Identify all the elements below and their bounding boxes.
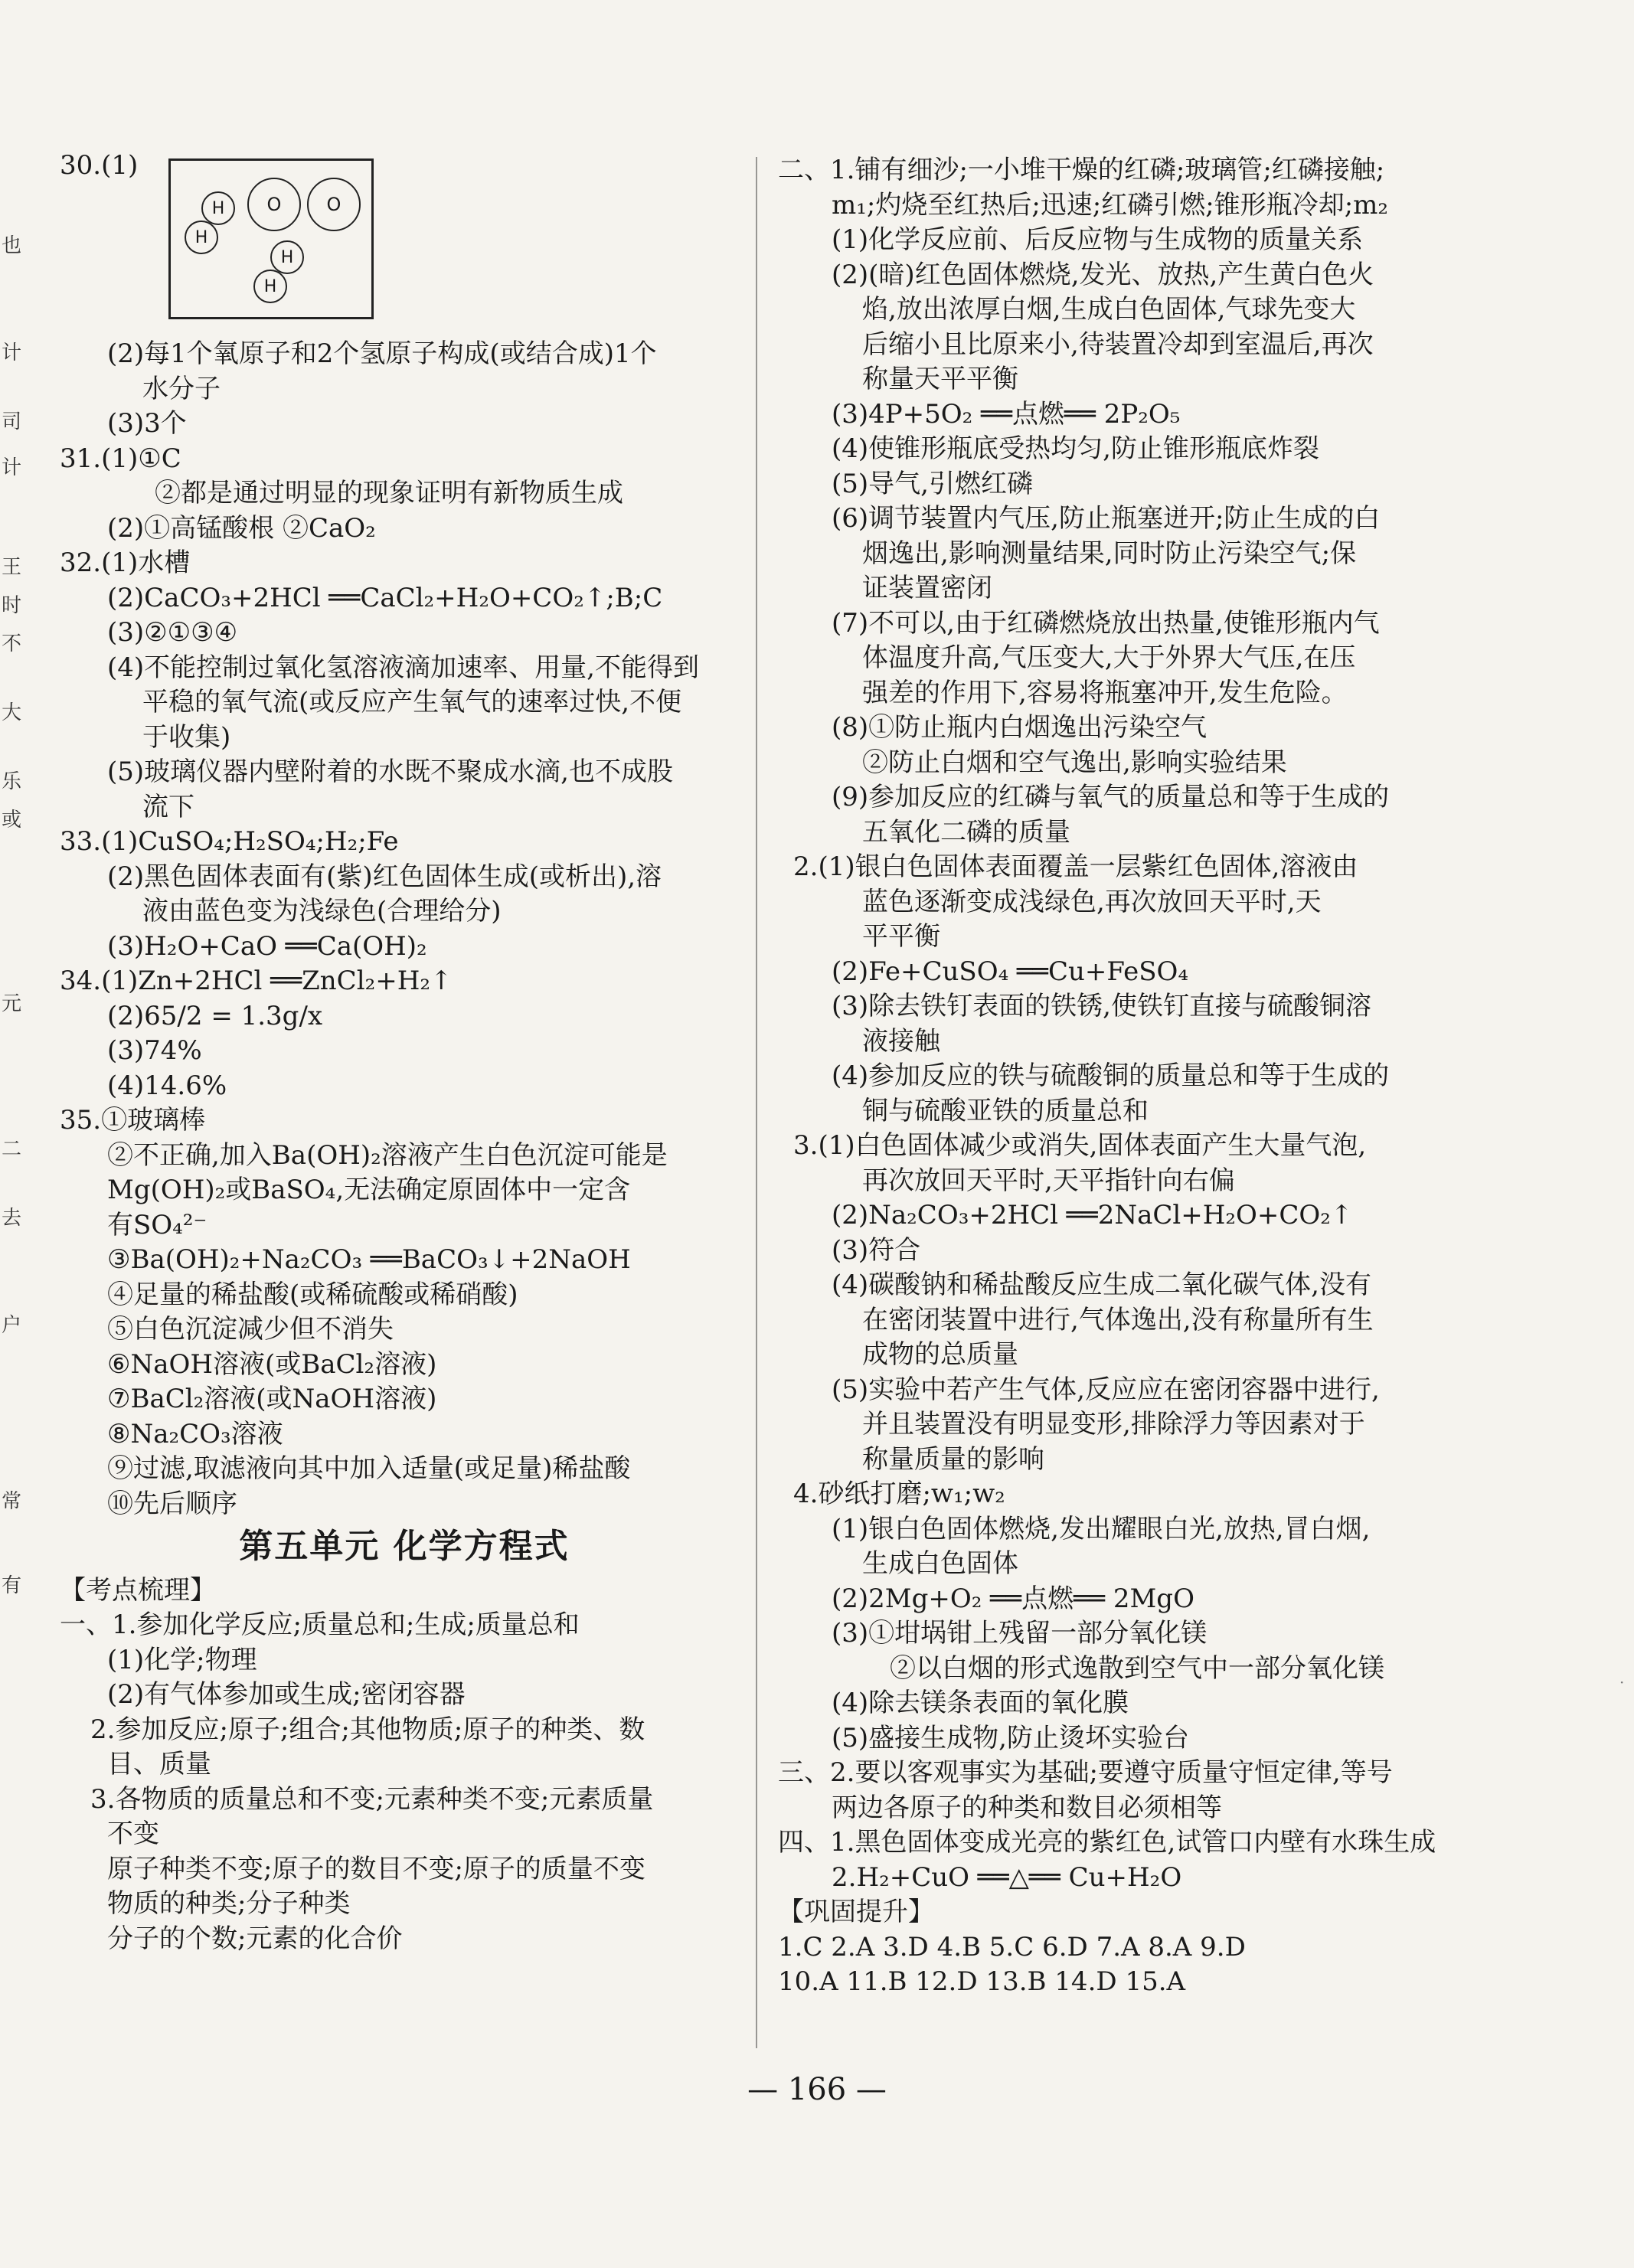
answer-line: 一、1.参加化学反应;质量总和;生成;质量总和 [60, 1609, 580, 1640]
answer-line: 平稳的氧气流(或反应产生氧气的速率过快,不便 [142, 687, 682, 717]
answer-line: 两边各原子的种类和数目必须相等 [832, 1792, 1222, 1823]
answer-line: (1)化学反应前、后反应物与生成物的质量关系 [832, 224, 1364, 255]
edge-dot: · [1619, 1673, 1625, 1691]
answer-line: m₁;灼烧至红热后;迅速;红磷引燃;锥形瓶冷却;m₂ [832, 189, 1389, 221]
answer-line: ⑨过滤,取滤液向其中加入适量(或足量)稀盐酸 [107, 1453, 631, 1484]
answer-line: (2)(暗)红色固体燃烧,发光、放热,产生黄白色火 [832, 259, 1374, 290]
answer-line: 再次放回天平时,天平指针向右偏 [862, 1165, 1235, 1196]
left-answer-list [60, 337, 749, 1521]
answer-line: (3)3个 [107, 408, 187, 439]
margin-mark: 去 [2, 1207, 22, 1230]
answer-line: (2)Fe+CuSO₄ ══Cu+FeSO₄ [832, 956, 1189, 987]
answer-line: (8)①防止瓶内白烟逸出污染空气 [832, 712, 1208, 743]
answer-line: 33.(1)CuSO₄;H₂SO₄;H₂;Fe [60, 826, 399, 857]
answer-line: (6)调节装置内气压,防止瓶塞迸开;防止生成的白 [832, 503, 1381, 534]
answer-line: 生成白色固体 [862, 1548, 1018, 1579]
answer-line: 原子种类不变;原子的数目不变;原子的质量不变 [107, 1853, 645, 1884]
margin-mark: 也 [2, 234, 22, 257]
answer-line: ⑩先后顺序 [107, 1488, 237, 1519]
answer-line: 蓝色逐渐变成浅绿色,再次放回天平时,天 [862, 886, 1322, 917]
margin-mark: 计 [2, 456, 22, 479]
right-column [778, 153, 1467, 2000]
answer-line: (1)化学;物理 [107, 1644, 257, 1675]
margin-mark: 元 [2, 992, 22, 1015]
answer-line: 2.(1)银白色固体表面覆盖一层紫红色固体,溶液由 [793, 851, 1358, 882]
left-margin-remnants [0, 0, 23, 2268]
answer-line: 液由蓝色变为浅绿色(合理给分) [142, 896, 502, 926]
answer-line: 水分子 [142, 373, 221, 404]
answer-line: 31.(1)①C [60, 443, 181, 474]
answer-line: (2)有气体参加或生成;密闭容器 [107, 1679, 466, 1710]
answer-line: (2)①高锰酸根 ②CaO₂ [107, 512, 376, 544]
answer-line: 后缩小且比原来小,待装置冷却到室温后,再次 [862, 328, 1374, 360]
margin-mark: 户 [2, 1314, 22, 1337]
answer-line: 证装置密闭 [862, 573, 992, 603]
answer-line: (4)参加反应的铁与硫酸铜的质量总和等于生成的 [832, 1060, 1390, 1091]
answer-line: ②都是通过明显的现象证明有新物质生成 [155, 478, 623, 508]
answer-line: 物质的种类;分子种类 [107, 1888, 351, 1919]
answer-line: (3)②①③④ [107, 617, 238, 648]
answer-line: 并且装置没有明显变形,排除浮力等因素对于 [862, 1409, 1365, 1440]
margin-mark: 有 [2, 1574, 22, 1597]
left-answer-list-after [60, 1574, 749, 1957]
answer-line: 成物的总质量 [862, 1339, 1018, 1370]
answer-line: (4)使锥形瓶底受热均匀,防止锥形瓶底炸裂 [832, 433, 1319, 464]
water-molecule-diagram [168, 158, 374, 319]
margin-mark: 常 [2, 1490, 22, 1513]
margin-mark: 乐 [2, 770, 22, 793]
answer-line: 32.(1)水槽 [60, 547, 191, 578]
answer-line: (2)CaCO₃+2HCl ══CaCl₂+H₂O+CO₂↑;B;C [107, 582, 663, 613]
left-column [60, 337, 749, 1956]
answer-line: 3.各物质的质量总和不变;元素种类不变;元素质量 [90, 1783, 654, 1815]
answer-line: ②防止白烟和空气逸出,影响实验结果 [862, 747, 1287, 778]
page-number: — 166 — [747, 2072, 887, 2107]
answer-line: 有SO₄²⁻ [107, 1209, 208, 1240]
answer-line: 目、质量 [107, 1749, 211, 1779]
answer-line: 2.参加反应;原子;组合;其他物质;原子的种类、数 [90, 1714, 645, 1745]
answer-line: 不变 [107, 1819, 159, 1849]
answer-line: 3.(1)白色固体减少或消失,固体表面产生大量气泡, [793, 1130, 1367, 1161]
oxygen-atom: O [247, 178, 301, 231]
answer-line: ④足量的稀盐酸(或稀硫酸或稀硝酸) [107, 1279, 518, 1310]
answer-line: (2)黑色固体表面有(紫)红色固体生成(或析出),溶 [107, 861, 662, 892]
answer-line: (2)65/2 = 1.3g/x [107, 1000, 323, 1031]
answer-line: (3)74% [107, 1035, 202, 1066]
answer-line: 在密闭装置中进行,气体逸出,没有称量所有生 [862, 1304, 1374, 1335]
answer-line: 五氧化二磷的质量 [862, 816, 1070, 848]
answer-line: 烟逸出,影响测量结果,同时防止污染空气;保 [862, 538, 1357, 569]
answer-line: ⑦BaCl₂溶液(或NaOH溶液) [107, 1384, 437, 1414]
answer-line: 4.砂纸打磨;w₁;w₂ [793, 1479, 1005, 1509]
answer-line: 二、1.铺有细沙;一小堆干燥的红磷;玻璃管;红磷接触; [778, 155, 1385, 185]
answer-line: 1.C 2.A 3.D 4.B 5.C 6.D 7.A 8.A 9.D [778, 1931, 1246, 1962]
right-answer-list [778, 153, 1467, 2000]
column-divider [756, 157, 757, 2048]
item-30-label: 30.(1) [60, 150, 139, 181]
answer-line: 流下 [142, 791, 194, 822]
answer-line: (4)14.6% [107, 1070, 227, 1101]
answer-line: (2)每1个氧原子和2个氢原子构成(或结合成)1个 [107, 338, 657, 369]
answer-line: ⑤白色沉淀减少但不消失 [107, 1314, 394, 1345]
hydrogen-atom: H [185, 221, 218, 254]
answer-line: (5)实验中若产生气体,反应应在密闭容器中进行, [832, 1374, 1380, 1405]
answer-line: 焰,放出浓厚白烟,生成白色固体,气球先变大 [862, 294, 1356, 325]
answer-line: ⑧Na₂CO₃溶液 [107, 1418, 283, 1449]
answer-line: 平平衡 [862, 921, 940, 952]
answer-line: 34.(1)Zn+2HCl ══ZnCl₂+H₂↑ [60, 966, 453, 996]
answer-line: ②以白烟的形式逸散到空气中一部分氧化镁 [890, 1652, 1384, 1684]
answer-line: 35.①玻璃棒 [60, 1105, 206, 1136]
answer-line: 三、2.要以客观事实为基础;要遵守质量守恒定律,等号 [778, 1757, 1393, 1788]
answer-line: (3)H₂O+CaO ══Ca(OH)₂ [107, 930, 427, 962]
answer-line: (9)参加反应的红磷与氧气的质量总和等于生成的 [832, 782, 1390, 812]
answer-line: 【考点梳理】 [60, 1574, 216, 1606]
margin-mark: 司 [2, 410, 22, 433]
answer-line: (4)碳酸钠和稀盐酸反应生成二氧化碳气体,没有 [832, 1270, 1371, 1300]
oxygen-atom: O [307, 178, 361, 231]
answer-line: 四、1.黑色固体变成光亮的紫红色,试管口内壁有水珠生成 [778, 1827, 1436, 1858]
answer-line: (1)银白色固体燃烧,发出耀眼白光,放热,冒白烟, [832, 1513, 1371, 1544]
answer-line: (3)4P+5O₂ ══点燃══ 2P₂O₅ [832, 398, 1181, 430]
margin-mark: 或 [2, 809, 22, 832]
hydrogen-atom: H [201, 191, 235, 225]
hydrogen-atom: H [253, 270, 287, 303]
answer-line: (4)除去镁条表面的氧化膜 [832, 1688, 1129, 1718]
answer-line: 称量天平平衡 [862, 364, 1018, 394]
margin-mark: 王 [2, 556, 22, 579]
answer-line: (3)除去铁钉表面的铁锈,使铁钉直接与硫酸铜溶 [832, 991, 1371, 1021]
answer-line: ②不正确,加入Ba(OH)₂溶液产生白色沉淀可能是 [107, 1139, 668, 1171]
answer-line: 【巩固提升】 [778, 1897, 934, 1927]
margin-mark: 计 [2, 342, 22, 364]
answer-line: ⑥NaOH溶液(或BaCl₂溶液) [107, 1348, 437, 1380]
answer-line: ③Ba(OH)₂+Na₂CO₃ ══BaCO₃↓+2NaOH [107, 1244, 631, 1275]
answer-line: (2)Na₂CO₃+2HCl ══2NaCl+H₂O+CO₂↑ [832, 1200, 1353, 1230]
answer-line: (2)2Mg+O₂ ══点燃══ 2MgO [832, 1583, 1194, 1614]
answer-line: 强差的作用下,容易将瓶塞冲开,发生危险。 [862, 677, 1348, 708]
hydrogen-atom: H [270, 240, 304, 274]
answer-line: 体温度升高,气压变大,大于外界大气压,在压 [862, 642, 1356, 673]
answer-line: (3)①坩埚钳上残留一部分氧化镁 [832, 1618, 1208, 1649]
answer-line: Mg(OH)₂或BaSO₄,无法确定原固体中一定含 [107, 1175, 631, 1205]
answer-line: 10.A 11.B 12.D 13.B 14.D 15.A [778, 1966, 1186, 1997]
answer-line: 分子的个数;元素的化合价 [107, 1923, 403, 1954]
margin-mark: 大 [2, 701, 22, 724]
answer-line: (7)不可以,由于红磷燃烧放出热量,使锥形瓶内气 [832, 607, 1380, 639]
answer-line: (4)不能控制过氧化氢溶液滴加速率、用量,不能得到 [107, 652, 699, 683]
answer-line: 铜与硫酸亚铁的质量总和 [862, 1095, 1149, 1126]
answer-line: (5)盛接生成物,防止烫坏实验台 [832, 1722, 1189, 1753]
answer-line: 称量质量的影响 [862, 1443, 1044, 1475]
answer-line: 2.H₂+CuO ══△══ Cu+H₂O [832, 1861, 1182, 1893]
margin-mark: 不 [2, 632, 22, 655]
margin-mark: 时 [2, 594, 22, 617]
answer-line: (5)导气,引燃红磷 [832, 468, 1033, 499]
unit-title: 第五单元 化学方程式 [239, 1527, 570, 1566]
answer-line: (3)符合 [832, 1234, 921, 1266]
margin-mark: 二 [2, 1138, 22, 1161]
answer-line: 于收集) [142, 721, 231, 753]
answer-line: (5)玻璃仪器内壁附着的水既不聚成水滴,也不成股 [107, 757, 673, 787]
answer-line: 液接触 [862, 1025, 940, 1057]
